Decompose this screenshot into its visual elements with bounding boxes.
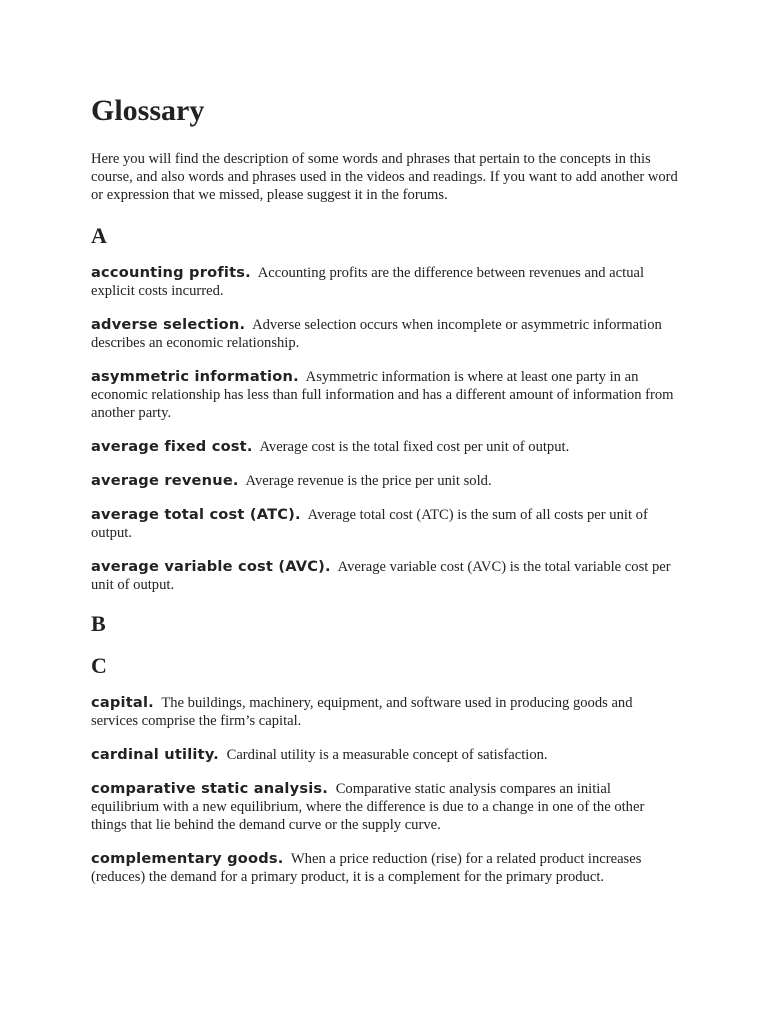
entry-definition: When a price reduction (rise) for a related product increases (reduces) the demand for a primary product, it is a complement for the primary product.: [91, 851, 642, 885]
entry-definition: Asymmetric information is where at least one party in an economic relationship has less than full information and has a different amount of information from another party.: [91, 369, 674, 421]
entry-term: comparative static analysis.: [91, 780, 329, 797]
entry-definition: Average variable cost (AVC) is the total variable cost per unit of output.: [91, 559, 671, 593]
entry-definition: Accounting profits are the difference between revenues and actual explicit costs incurred.: [91, 265, 645, 299]
glossary-entry: [91, 316, 681, 352]
entry-definition: Cardinal utility is a measurable concept of satisfaction.: [226, 747, 548, 763]
entry-definition: Average revenue is the price per unit sold.: [245, 473, 492, 489]
entry-definition: Adverse selection occurs when incomplete or asymmetric information describes an economic relationship.: [91, 317, 662, 351]
glossary-entry: [91, 558, 681, 594]
section-letter: B: [91, 611, 106, 636]
glossary-entry: [91, 368, 681, 422]
entry-term: accounting profits.: [91, 264, 251, 281]
glossary-entry: [91, 472, 681, 490]
page-title: Glossary: [91, 94, 205, 127]
section-b: [91, 610, 681, 638]
glossary-entry: [91, 780, 681, 834]
section-c: [91, 652, 681, 886]
entry-term: average total cost (ATC).: [91, 506, 301, 523]
entry-definition: The buildings, machinery, equipment, and software used in producing goods and services comprise the firm’s capital.: [91, 695, 633, 729]
section-letter: A: [91, 223, 107, 248]
glossary-entry: [91, 438, 681, 456]
entry-term: average fixed cost.: [91, 438, 253, 455]
intro-paragraph: Here you will find the description of some words and phrases that pertain to the concepts in this course, and also words and phrases used in the videos and readings. If you want to add another word or expression that we missed, please suggest it in the forums.: [91, 151, 678, 203]
entry-term: average variable cost (AVC).: [91, 558, 331, 575]
entry-definition: Comparative static analysis compares an initial equilibrium with a new equilibrium, where the difference is due to a change in one of the other things that lie behind the demand curve or the supply curve.: [91, 781, 645, 833]
entry-term: adverse selection.: [91, 316, 246, 333]
entry-term: average revenue.: [91, 472, 239, 489]
glossary-entry: [91, 850, 681, 886]
glossary-entry: [91, 264, 681, 300]
entry-definition: Average total cost (ATC) is the sum of all costs per unit of output.: [91, 507, 648, 541]
glossary-entry: [91, 506, 681, 542]
entry-term: complementary goods.: [91, 850, 284, 867]
document-page: [91, 92, 681, 902]
entry-term: cardinal utility.: [91, 746, 219, 763]
entry-term: asymmetric information.: [91, 368, 299, 385]
glossary-entry: [91, 746, 681, 764]
entry-term: capital.: [91, 694, 154, 711]
glossary-entry: [91, 694, 681, 730]
section-a: [91, 222, 681, 594]
entry-definition: Average cost is the total fixed cost per unit of output.: [259, 439, 570, 455]
section-letter: C: [91, 653, 107, 678]
